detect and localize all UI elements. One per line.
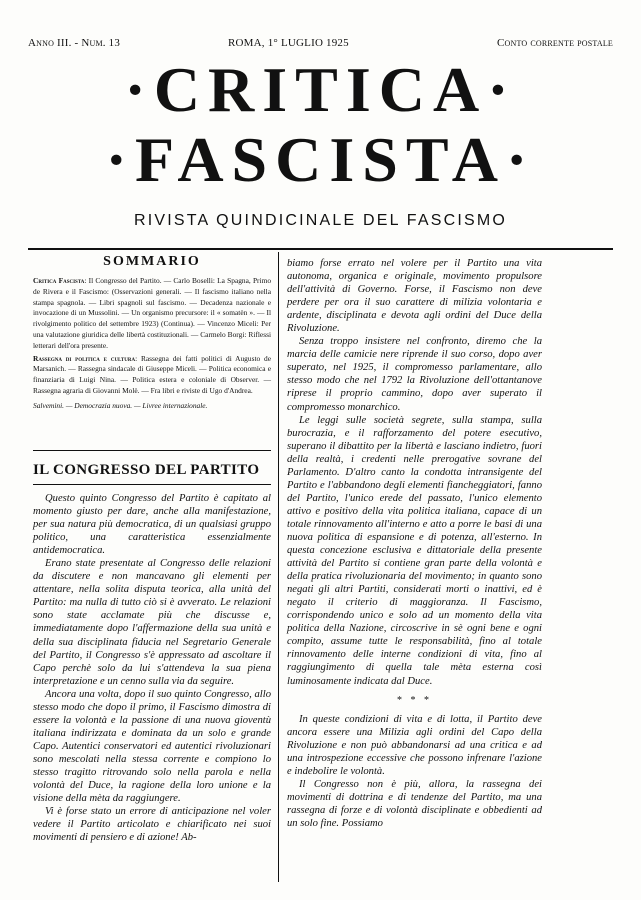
sommario-title: SOMMARIO <box>103 254 201 269</box>
article-paragraph: Le leggi sulle società segrete, sulla stampa, sulla burocrazia, e il rafforzamento del potere esecutivo, superano il dibattito per la libertà e lasciano indietro, fuori della realtà, i credenti nelle prerogative sovrane del Parlamento. D'altro canto la condotta intransigente del Partito e l'abbandono degli elementi fiancheggiatori, fanno del Partito, l'unico erede del passato, l'unico elemento attivo e positivo della vita politica italiana, capace di un totale rinnovamento all'interno e atto a porre le basi di una nuova politica di espansione e di potenza, all'esterno. In questa concezione esclusiva e dittatoriale della presente attività del Partito si contiene gran parte della volontà e della pratica rivoluzionaria del movimento; in quanto sono negati gli altri Partiti, considerati morti o inattivi, ed è negato il criterio di maggioranza. Il Fascismo, corrispondendo unico e solo ad un momento della vita politica della Nazione, circoscrive in sè ogni bene e ogni compito, assume tutte le responsabilità, fino al totale rinnovamento delle interne condizioni di vita, fino al raggiungimento di quella tale mèta esterna così luminosamente indicata dal Duce. <box>287 414 542 687</box>
sommario-section-text: : Rassegna dei fatti politici di Augusto de Marsanich. — Rassegna sindacale di Giuseppe Miceli. — Politica economica e finanziaria di Luigi Nina. — Politica estera e coloniale di Observer. — Rassegna agraria di Giovanni Molè. — Fra libri e riviste di Ugo d'Andrea. <box>33 353 271 395</box>
sommario-section-label: Critica Fascista <box>33 276 85 285</box>
article-left-column <box>33 492 271 844</box>
article-paragraph: Ancora una volta, dopo il suo quinto Congresso, allo stesso modo che dopo il primo, il Fascismo dimostra di essere la volontà e la passione di una nuova gioventù italiana indirizzata e dominata da un solo e grande Capo. Autentici conservatori ed autentici rivoluzionari sono mescolati nella stessa corrente e compiono lo stesso tragitto ritrovando solo nella parola e nella volontà del Duce, la ragione della loro unione e la visione della mèta da raggiungere. <box>33 688 271 805</box>
masthead-title-fascista: ·FASCISTA· <box>105 124 536 195</box>
issue-date: ROMA, 1° LUGLIO 1925 <box>228 37 349 49</box>
postal-note: Conto corrente postale <box>496 37 613 49</box>
sommario-item <box>33 276 271 352</box>
article-paragraph: Senza troppo insistere nel confronto, diremo che la marcia delle camicie nere riprende il suo corso, dopo aver superato, nel 1925, il compromesso parlamentare, allo stesso modo che nel 1792 la Rivoluzione dell'ottantanove riprese il proprio cammino, dopo aver superato il compromesso monarchico. <box>287 336 542 413</box>
article-paragraph: Questo quinto Congresso del Partito è capitato al momento giusto per dare, anche alla manifestazione, per sua natura più democratica, di un qualsiasi gruppo politico, una caratteristica essenzialmente antidemocratica. <box>33 493 271 557</box>
article-paragraph: biamo forse errato nel volere per il Partito una vita autonoma, organica e originale, movimento propulsore dell'attività di Governo. Forse, il Fascismo non deve perdere per ora il suo carattere di milizia volontaria e ardente, disciplinata e devota agli ordini del Duce della Rivoluzione. <box>287 258 542 335</box>
sommario-section-label: Rassegna di politica e cultura <box>33 353 136 363</box>
sommario-block <box>33 254 271 414</box>
article-title: IL CONGRESSO DEL PARTITO <box>33 462 260 478</box>
header-rule-top <box>28 248 613 250</box>
article-paragraph: Erano state presentate al Congresso delle relazioni da discutere e non mancavano gli elementi per attentare, nella solita disputa teorica, alla unità del Partito: ma nulla di tutto ciò si è avverato. Le relazioni sono state acclamate più che discusse e, immediatamente dopo l'affermazione della sua unità e della sua disciplinata fiducia nel Segretario Generale del Partito, il Congresso s'è appressato ad ascoltare il Capo perchè solo da lui s'attendeva la sua piena interpretazione e un cenno sulla via da seguire. <box>33 558 271 687</box>
sommario-rule <box>33 450 271 451</box>
sommario-list <box>33 276 271 412</box>
sommario-item: Salvemini. — Democrazia nuova. — Livree internazionale. <box>33 400 208 410</box>
masthead-title-critica: ·CRITICA· <box>124 54 517 125</box>
masthead-subtitle: RIVISTA QUINDICINALE DEL FASCISMO <box>133 212 508 229</box>
article-paragraph: In queste condizioni di vita e di lotta, il Partito deve ancora essere una Milizia agli ordini del Capo della Rivoluzione e non può abbandonarsi ad una critica e ad una introspezione eccessive che possono infrenare l'azione e indebolire le volontà. <box>287 713 542 777</box>
issue-number: Anno III. - Num. 13 <box>28 37 121 49</box>
article-right-column <box>287 257 542 830</box>
sommario-section-text: : Il Congresso del Partito. — Carlo Boselli: La Spagna, Primo de Rivera e il Fascismo: (Osservazioni generali. — Il fascismo italiano nella stampa spagnola. — Libri spagnoli sul fascismo. — Decadenza nazionale e invocazione di un Mussolini. — Un organismo precursore: il « somatèn ». — Il rivolgimento politico del settembre 1923) (Continua). — Vincenzo Miceli: Per una valutazione giuridica delle libertà costituzionali. — Carmelo Borgi: Riflessi letterari dell'ora presente. <box>33 276 272 350</box>
title-rule <box>33 484 271 485</box>
column-divider <box>278 252 279 882</box>
article-paragraph: Il Congresso non è più, allora, la rassegna dei movimenti di dottrina e di tendenze del Partito, ma una rassegna di forze e di volontà disciplinate e obbedienti ad un solo fine. Possiamo <box>287 778 542 829</box>
article-paragraph: Vi è forse stato un errore di anticipazione nel voler vedere il Partito articolato e chiarificato nei suoi movimenti di pensiero e di azione! Ab- <box>33 806 271 844</box>
section-separator: * * * <box>397 694 432 706</box>
sommario-item <box>33 354 271 397</box>
